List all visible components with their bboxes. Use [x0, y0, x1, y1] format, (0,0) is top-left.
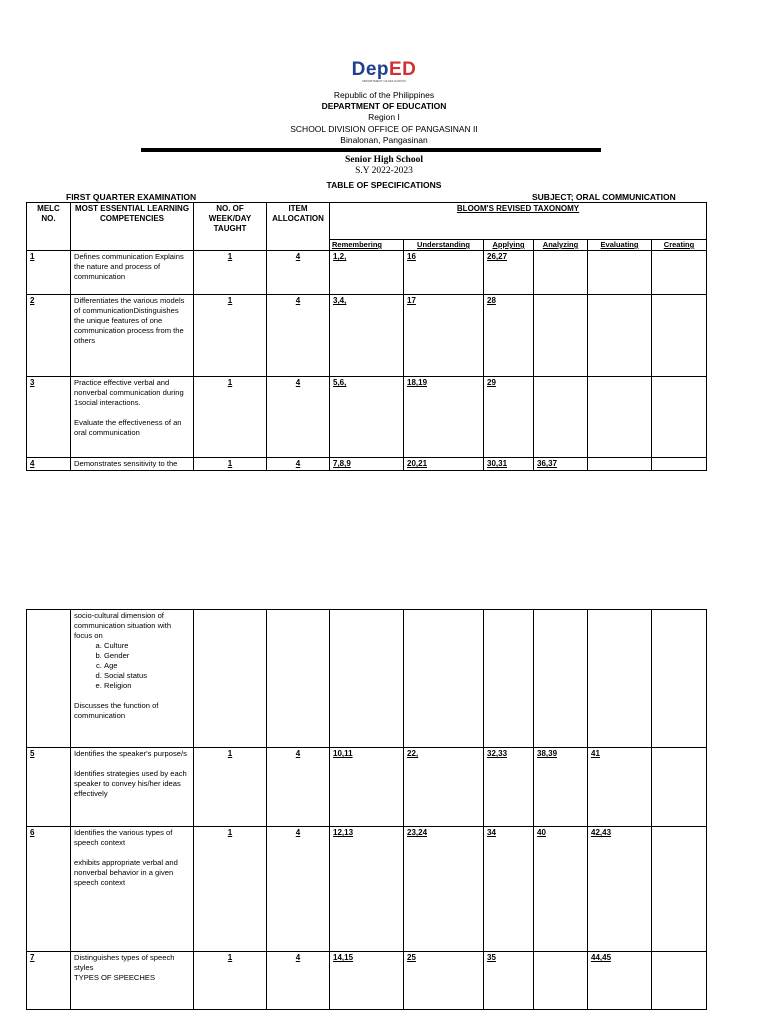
applying-cell: 32,33 [484, 748, 534, 827]
melc-no: 3 [27, 377, 71, 458]
table-row [27, 251, 707, 295]
melc-no: 4 [27, 458, 71, 471]
competency [71, 295, 194, 377]
remembering-cell: 14,15 [330, 952, 404, 1010]
items-cell: 4 [267, 748, 330, 827]
remembering-cell: 3,4, [330, 295, 404, 377]
melc-header: MELC NO. [27, 203, 71, 251]
analyzing-cell [534, 377, 588, 458]
region-line: Region I [368, 112, 400, 122]
creating-cell [652, 952, 707, 1010]
melc-no: 2 [27, 295, 71, 377]
analyzing-cell: 40 [534, 827, 588, 952]
logo-ed: ED [389, 59, 417, 80]
remembering-cell: 10,11 [330, 748, 404, 827]
competency-text: Identifies strategies used by each speaker to convey his/her ideas effectively [74, 769, 187, 798]
location-line: Binalonan, Pangasinan [340, 135, 428, 145]
table-row [27, 827, 707, 952]
header-rule [141, 148, 601, 152]
evaluating-cell [588, 295, 652, 377]
table-row [27, 458, 707, 471]
applying-cell: 28 [484, 295, 534, 377]
items-cell: 4 [267, 952, 330, 1010]
evaluating-cell [588, 251, 652, 295]
melc-no: 5 [27, 748, 71, 827]
level-creating: Creating [652, 240, 707, 251]
weeks-header: NO. OF WEEK/DAY TAUGHT [194, 203, 267, 251]
weeks-cell: 1 [194, 377, 267, 458]
applying-cell: 30,31 [484, 458, 534, 471]
department-line: DEPARTMENT OF EDUCATION [321, 101, 447, 111]
competency [71, 827, 194, 952]
creating-cell [652, 748, 707, 827]
logo-dep: Dep [351, 59, 389, 80]
competency-text: exhibits appropriate verbal and nonverbal behavior in a given speech context [74, 858, 178, 887]
analyzing-cell [534, 251, 588, 295]
list-item: d. Social status [104, 671, 190, 681]
understanding-cell: 25 [404, 952, 484, 1010]
table-row [27, 377, 707, 458]
list-item: c. Age [104, 661, 190, 671]
weeks-cell: 1 [194, 827, 267, 952]
competency [71, 377, 194, 458]
applying-cell: 34 [484, 827, 534, 952]
applying-cell: 29 [484, 377, 534, 458]
competency-text: Defines communication Explains the nature and process of communication [74, 252, 184, 281]
tos-table-part1 [26, 202, 707, 471]
creating-cell [652, 377, 707, 458]
understanding-cell: 22, [404, 748, 484, 827]
items-cell: 4 [267, 251, 330, 295]
competency [71, 748, 194, 827]
table-row [27, 610, 707, 748]
understanding-cell: 18,19 [404, 377, 484, 458]
level-evaluating: Evaluating [588, 240, 652, 251]
analyzing-cell: 36,37 [534, 458, 588, 471]
analyzing-cell [534, 952, 588, 1010]
evaluating-cell [588, 377, 652, 458]
melc-no: 1 [27, 251, 71, 295]
creating-cell [652, 295, 707, 377]
items-cell: 4 [267, 458, 330, 471]
list-item: e. Religion [104, 681, 190, 691]
blooms-header: BLOOM'S REVISED TAXONOMY [330, 203, 707, 240]
weeks-cell: 1 [194, 952, 267, 1010]
school-year: S.Y 2022-2023 [355, 166, 413, 176]
competency-text: socio-cultural dimension of communication situation with focus on [74, 611, 172, 640]
level-analyzing: Analyzing [534, 240, 588, 251]
competency-text: Practice effective verbal and nonverbal communication during 1social interactions. [74, 378, 184, 407]
school-line: Senior High School [345, 155, 423, 165]
competency-text: Evaluate the effectiveness of an oral communication [74, 418, 182, 437]
evaluating-cell [588, 458, 652, 471]
deped-logo [0, 60, 768, 83]
competency-text: Differentiates the various models of communicationDistinguishes the unique features of one communication process from the others [74, 296, 185, 345]
table-row [27, 295, 707, 377]
list-item: b. Gender [104, 651, 190, 661]
remembering-cell: 7,8,9 [330, 458, 404, 471]
analyzing-cell [534, 295, 588, 377]
applying-cell: 35 [484, 952, 534, 1010]
creating-cell [652, 251, 707, 295]
items-header: ITEM ALLOCATION [267, 203, 330, 251]
table-row [27, 952, 707, 1010]
evaluating-cell: 44,45 [588, 952, 652, 1010]
understanding-cell: 16 [404, 251, 484, 295]
logo-sub: DEPARTMENT OF EDUCATION [362, 79, 406, 83]
focus-list [74, 641, 190, 691]
competency [71, 458, 194, 471]
level-understanding: Understanding [404, 240, 484, 251]
competency [71, 251, 194, 295]
items-cell: 4 [267, 827, 330, 952]
table-row [27, 748, 707, 827]
remembering-cell: 5,6, [330, 377, 404, 458]
subject-label: SUBJECT; ORAL COMMUNICATION [532, 192, 676, 202]
items-cell: 4 [267, 377, 330, 458]
competency-text: Identifies the various types of speech context [74, 828, 173, 847]
melc-no: 7 [27, 952, 71, 1010]
competencies-header: MOST ESSENTIAL LEARNING COMPETENCIES [71, 203, 194, 251]
understanding-cell: 23,24 [404, 827, 484, 952]
competency-text: Discusses the function of communication [74, 701, 159, 720]
competency-text: Identifies the speaker's purpose/s [74, 749, 187, 758]
weeks-cell: 1 [194, 295, 267, 377]
weeks-cell: 1 [194, 251, 267, 295]
tos-table-part2 [26, 609, 707, 1010]
remembering-cell: 1,2, [330, 251, 404, 295]
list-item: a. Culture [104, 641, 190, 651]
republic-line: Republic of the Philippines [333, 90, 435, 100]
competency [71, 610, 194, 748]
competency-text: Distinguishes types of speech styles [74, 953, 175, 972]
competency-text: Demonstrates sensitivity to the [74, 459, 178, 468]
understanding-cell: 17 [404, 295, 484, 377]
creating-cell [652, 458, 707, 471]
competency-text: TYPES OF SPEECHES [74, 973, 156, 982]
understanding-cell: 20,21 [404, 458, 484, 471]
creating-cell [652, 827, 707, 952]
level-remembering: Remembering [330, 240, 404, 251]
analyzing-cell: 38,39 [534, 748, 588, 827]
items-cell: 4 [267, 295, 330, 377]
level-applying: Applying [484, 240, 534, 251]
evaluating-cell: 41 [588, 748, 652, 827]
division-line: SCHOOL DIVISION OFFICE OF PANGASINAN II [290, 124, 478, 134]
page-title: TABLE OF SPECIFICATIONS [326, 180, 442, 190]
remembering-cell: 12,13 [330, 827, 404, 952]
exam-label: FIRST QUARTER EXAMINATION [66, 192, 197, 202]
melc-no: 6 [27, 827, 71, 952]
applying-cell: 26,27 [484, 251, 534, 295]
evaluating-cell: 42,43 [588, 827, 652, 952]
weeks-cell: 1 [194, 748, 267, 827]
weeks-cell: 1 [194, 458, 267, 471]
competency [71, 952, 194, 1010]
